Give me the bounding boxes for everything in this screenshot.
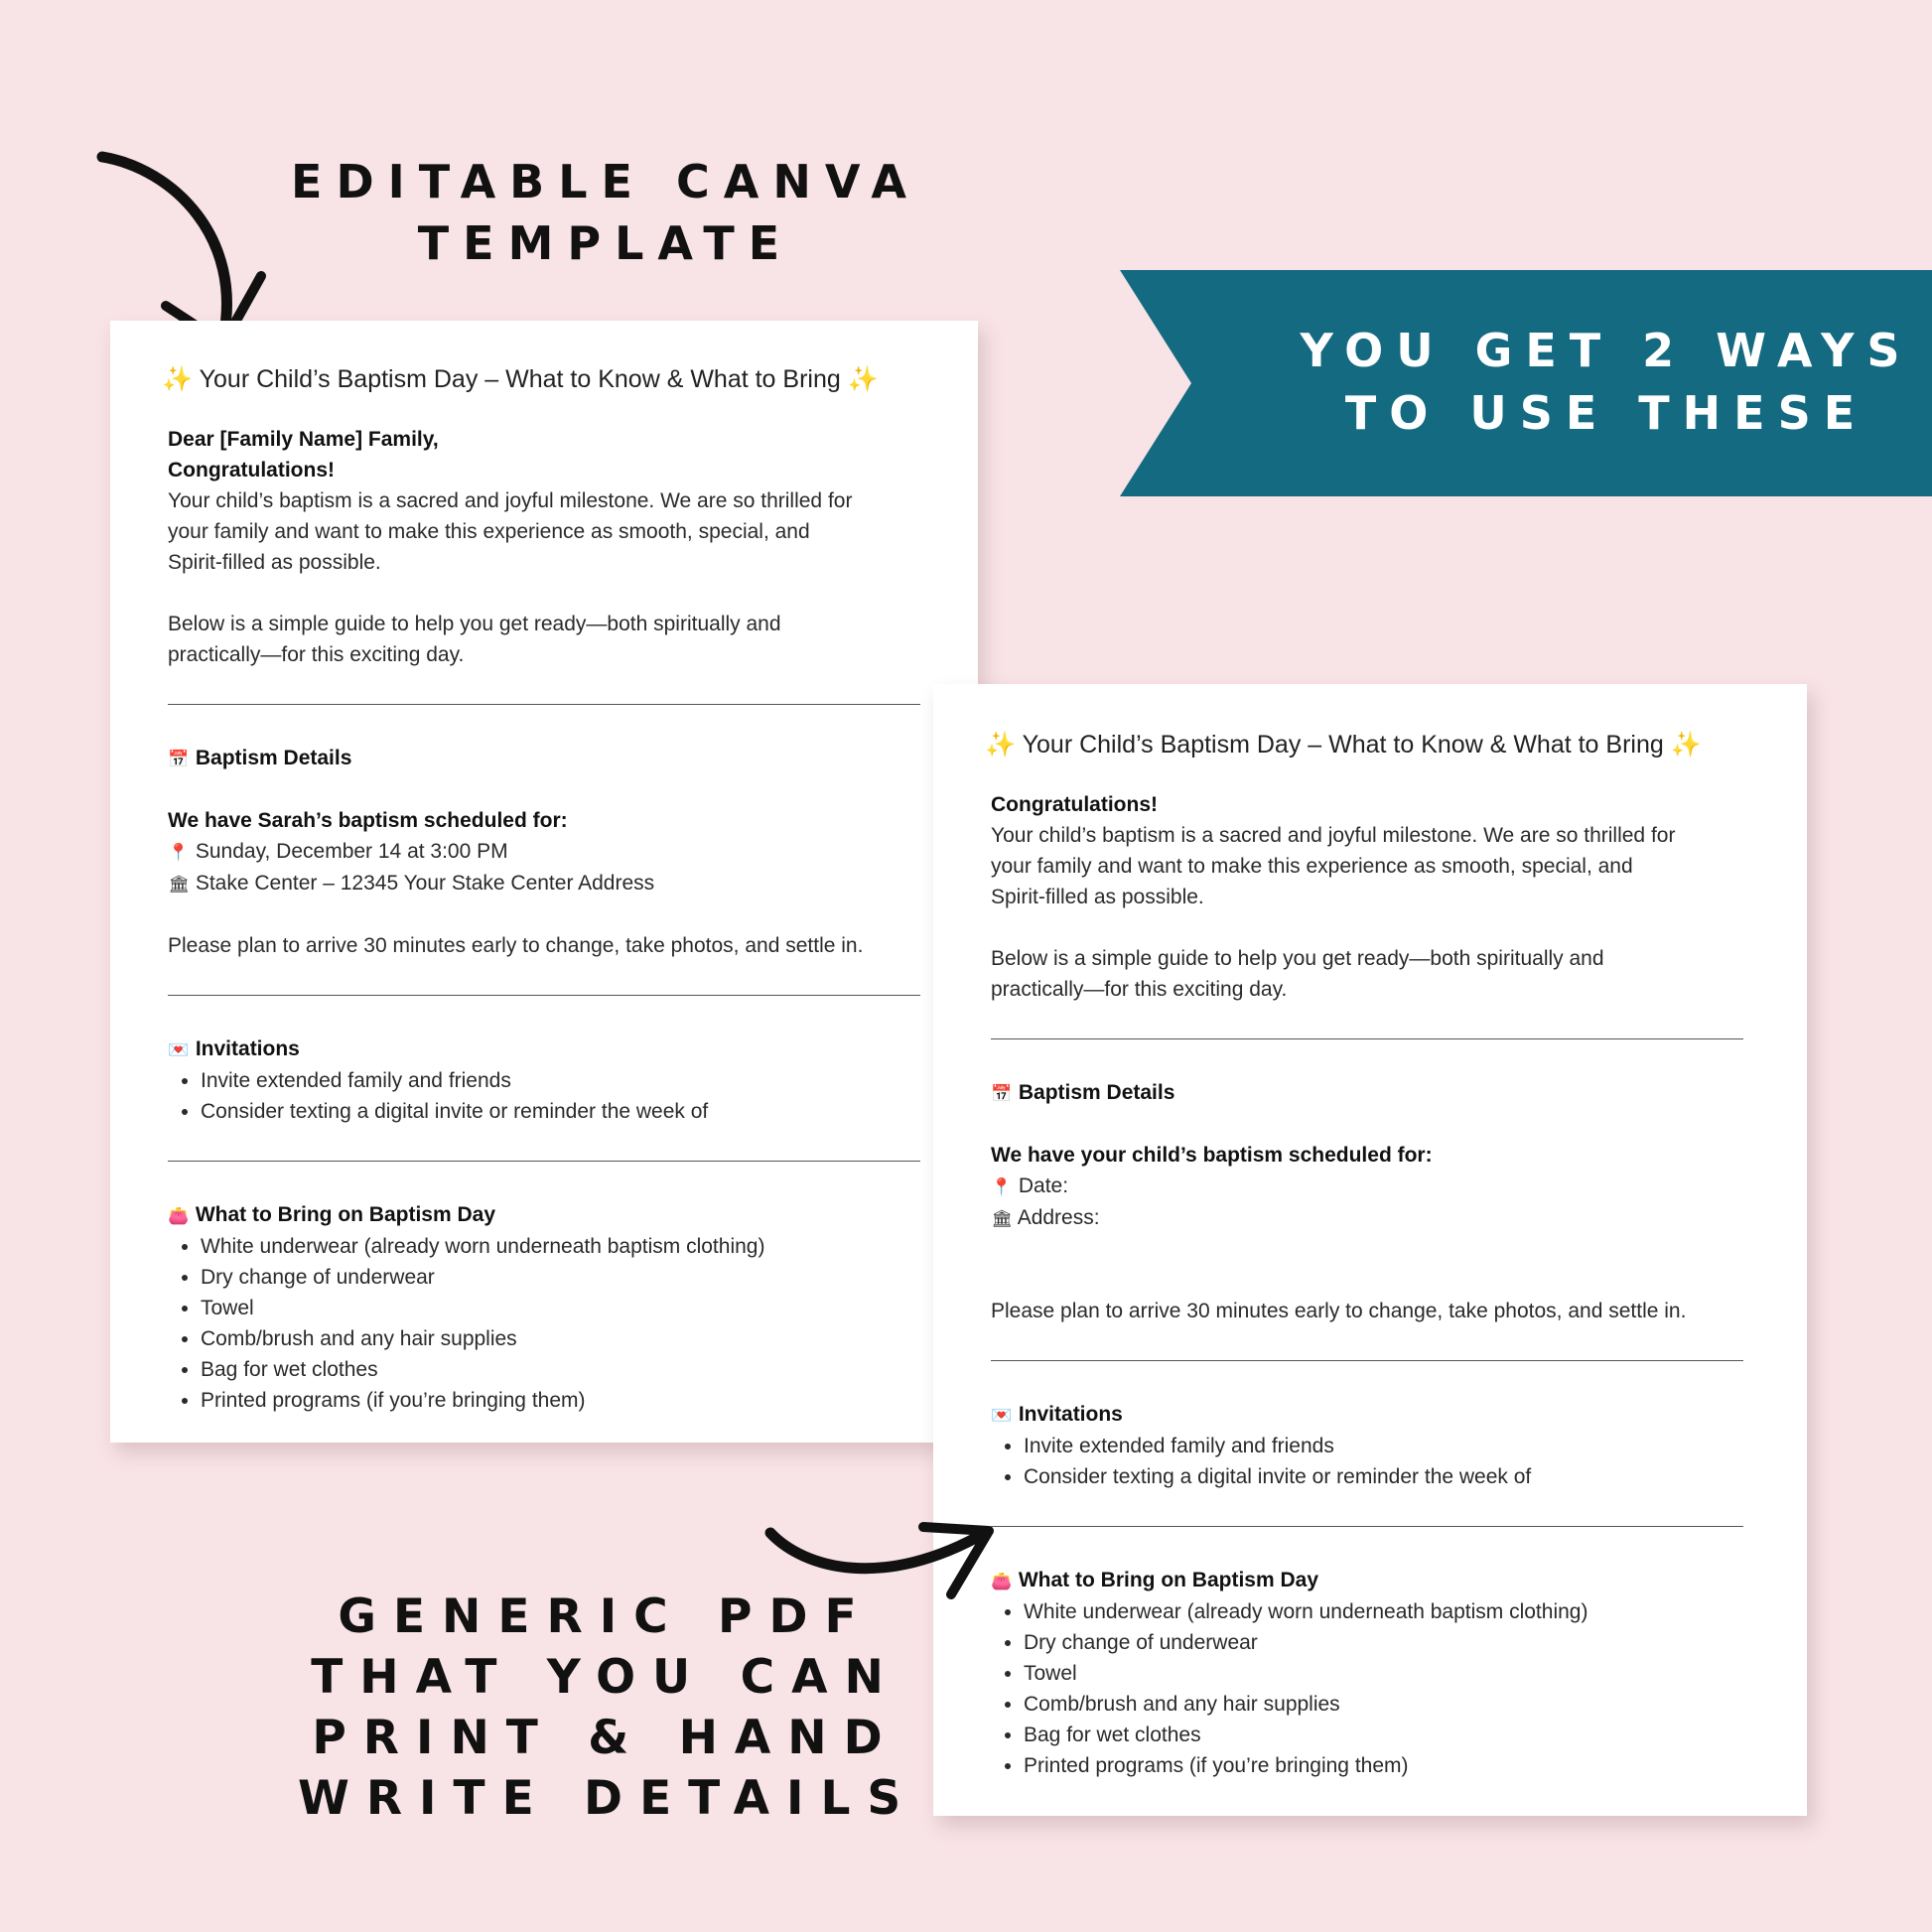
list-item: • Consider texting a digital invite or reminder the week of	[201, 1096, 920, 1127]
headline-line: EDITABLE CANVA	[291, 155, 920, 208]
section-heading-text: What to Bring on Baptism Day	[1018, 1569, 1319, 1591]
section-heading-text: Baptism Details	[1018, 1081, 1175, 1104]
sparkle-icon: ✨	[985, 731, 1017, 759]
address-line	[991, 1202, 1749, 1234]
purse-icon: 👛	[168, 1206, 190, 1225]
building-icon: 🏛	[991, 1209, 1013, 1228]
intro-line: your family and want to make this experience as smooth, special, and	[991, 855, 1633, 878]
divider	[168, 995, 920, 996]
intro-line: Spirit-filled as possible.	[991, 886, 1204, 908]
list-item: • White underwear (already worn underneath baptism clothing)	[1024, 1596, 1749, 1627]
bring-list	[168, 1231, 920, 1416]
arrive-note: Please plan to arrive 30 minutes early to change, take photos, and settle in.	[168, 934, 864, 957]
date-line	[168, 836, 920, 868]
list-item: • Towel	[1024, 1658, 1749, 1689]
arrive-note: Please plan to arrive 30 minutes early to change, take photos, and settle in.	[991, 1300, 1687, 1322]
guide-line: Below is a simple guide to help you get ready—both spiritually and	[168, 613, 781, 635]
list-item: • Towel	[201, 1293, 920, 1323]
sparkle-icon: ✨	[847, 365, 879, 393]
doc-title	[985, 728, 1749, 761]
congrats: Congratulations!	[168, 459, 335, 482]
generic-pdf-card	[933, 684, 1807, 1816]
building-icon: 🏛	[168, 875, 190, 894]
address-value: Stake Center – 12345 Your Stake Center Address	[195, 872, 655, 895]
divider	[991, 1038, 1743, 1039]
headline-line: TEMPLATE	[417, 216, 794, 270]
list-item: • Comb/brush and any hair supplies	[201, 1323, 920, 1354]
section-heading-text: Invitations	[195, 1037, 300, 1060]
list-item: • Bag for wet clothes	[201, 1354, 920, 1385]
pin-icon: 📍	[991, 1177, 1013, 1196]
ribbon-line: TO USE THESE	[1344, 386, 1868, 440]
date-line	[991, 1171, 1749, 1202]
guide-line: practically—for this exciting day.	[991, 978, 1288, 1001]
headline-line: THAT YOU CAN	[311, 1650, 900, 1705]
ribbon-line: YOU GET 2 WAYS	[1300, 324, 1913, 377]
section-heading-bring	[168, 1199, 920, 1231]
list-item: • Consider texting a digital invite or reminder the week of	[1024, 1461, 1749, 1492]
headline-line: GENERIC PDF	[338, 1589, 874, 1644]
section-heading-details	[991, 1077, 1749, 1109]
headline-generic-pdf	[298, 1587, 918, 1829]
section-heading-text: What to Bring on Baptism Day	[195, 1203, 496, 1226]
invitations-list	[991, 1431, 1749, 1492]
purse-icon: 👛	[991, 1572, 1013, 1590]
list-item: • Printed programs (if you’re bringing them)	[1024, 1750, 1749, 1781]
salutation: Dear [Family Name] Family,	[168, 428, 439, 451]
intro-line: your family and want to make this experience as smooth, special, and	[168, 520, 810, 543]
list-item: • Comb/brush and any hair supplies	[1024, 1689, 1749, 1720]
section-heading-invitations	[991, 1399, 1749, 1431]
sparkle-icon: ✨	[1670, 731, 1702, 759]
headline-line: PRINT & HAND	[312, 1711, 899, 1765]
divider	[168, 1161, 920, 1162]
invitations-list	[168, 1065, 920, 1127]
doc-title-text: Your Child’s Baptism Day – What to Know & What to Bring	[199, 365, 841, 393]
list-item: • White underwear (already worn underneath baptism clothing)	[201, 1231, 920, 1262]
list-item: • Invite extended family and friends	[201, 1065, 920, 1096]
list-item: • Invite extended family and friends	[1024, 1431, 1749, 1461]
address-label: Address:	[1017, 1206, 1100, 1229]
address-line	[168, 868, 920, 899]
headline-editable-canva	[258, 151, 953, 274]
section-heading-text: Invitations	[1018, 1403, 1123, 1426]
ribbon-text	[1281, 320, 1932, 445]
guide-line: Below is a simple guide to help you get ready—both spiritually and	[991, 947, 1604, 970]
scheduled-label: We have Sarah’s baptism scheduled for:	[168, 809, 568, 832]
editable-template-card	[110, 321, 978, 1443]
section-heading-invitations	[168, 1034, 920, 1065]
love-letter-icon: 💌	[991, 1406, 1013, 1425]
intro-line: Your child’s baptism is a sacred and joyful milestone. We are so thrilled for	[991, 824, 1676, 847]
pin-icon: 📍	[168, 843, 190, 862]
sparkle-icon: ✨	[162, 365, 194, 393]
bring-list	[991, 1596, 1749, 1781]
intro-line: Spirit-filled as possible.	[168, 551, 381, 574]
intro-line: Your child’s baptism is a sacred and joyful milestone. We are so thrilled for	[168, 489, 853, 512]
headline-line: WRITE DETAILS	[298, 1771, 918, 1826]
section-heading-bring	[991, 1565, 1749, 1596]
calendar-icon: 📅	[991, 1084, 1013, 1103]
list-item: • Dry change of underwear	[201, 1262, 920, 1293]
date-label: Date:	[1018, 1174, 1069, 1197]
section-heading-text: Baptism Details	[195, 747, 352, 769]
scheduled-label: We have your child’s baptism scheduled for:	[991, 1144, 1433, 1167]
divider	[991, 1526, 1743, 1527]
list-item: • Printed programs (if you’re bringing them)	[201, 1385, 920, 1416]
divider	[991, 1360, 1743, 1361]
congrats: Congratulations!	[991, 793, 1158, 816]
love-letter-icon: 💌	[168, 1040, 190, 1059]
calendar-icon: 📅	[168, 750, 190, 768]
section-heading-details	[168, 743, 920, 774]
divider	[168, 704, 920, 705]
date-value: Sunday, December 14 at 3:00 PM	[195, 840, 508, 863]
guide-line: practically—for this exciting day.	[168, 643, 465, 666]
list-item: • Bag for wet clothes	[1024, 1720, 1749, 1750]
list-item: • Dry change of underwear	[1024, 1627, 1749, 1658]
doc-title-text: Your Child’s Baptism Day – What to Know & What to Bring	[1022, 731, 1664, 759]
doc-title	[162, 362, 920, 396]
